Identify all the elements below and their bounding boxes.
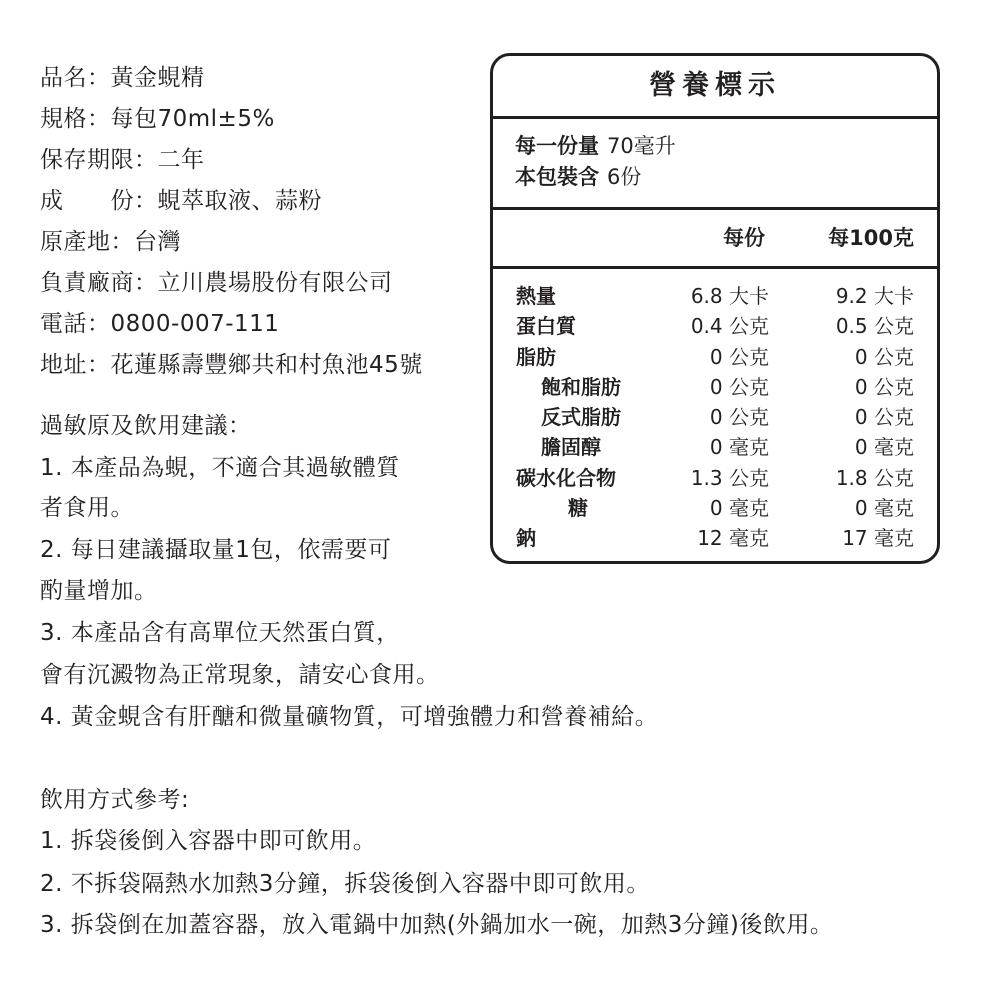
nutrient-per-100: 0 公克 xyxy=(854,374,914,399)
nutrient-rows xyxy=(493,269,937,554)
servings-per-package-row xyxy=(515,162,937,193)
nutrient-per-100: 0 毫克 xyxy=(854,496,914,521)
nutrient-per-100: 1.8 公克 xyxy=(835,465,914,490)
allergy-line: 者食用。 xyxy=(40,495,134,521)
nutrient-per-serving: 12 毫克 xyxy=(697,526,769,551)
col-per-serving-header: 每份 xyxy=(723,226,765,250)
allergy-line: 4. 黃金蜆含有肝醣和微量礦物質，可增強體力和營養補給。 xyxy=(40,704,659,730)
nutrition-facts-table xyxy=(490,53,940,564)
nutrient-per-100: 0 公克 xyxy=(854,405,914,430)
phone: 電話：0800-007-111 xyxy=(40,311,280,337)
nutrient-per-100: 17 毫克 xyxy=(842,526,914,551)
nutrient-row xyxy=(493,372,937,402)
nutrient-per-serving: 0 毫克 xyxy=(709,496,769,521)
serving-info xyxy=(493,119,937,207)
shelf-life: 保存期限：二年 xyxy=(40,147,205,173)
nutrient-row xyxy=(493,281,937,311)
nutrient-per-serving: 0 公克 xyxy=(709,374,769,399)
nutrient-row xyxy=(493,523,937,553)
nutrient-row xyxy=(493,311,937,341)
nutrient-row xyxy=(493,432,937,462)
nutrient-per-serving: 1.3 公克 xyxy=(690,465,769,490)
nutrient-per-100: 9.2 大卡 xyxy=(835,284,914,308)
manufacturer: 負責廠商：立川農場股份有限公司 xyxy=(40,270,393,296)
nutrient-per-100: 0.5 公克 xyxy=(835,314,914,339)
nutrition-title: 營養標示 xyxy=(649,70,781,101)
servings-per-package-value: 6份 xyxy=(607,165,642,189)
nutrient-per-100: 0 公克 xyxy=(854,344,914,369)
allergy-heading: 過敏原及飲用建議： xyxy=(40,413,252,439)
nutrient-row xyxy=(493,493,937,523)
product-info xyxy=(40,58,423,386)
servings-per-package-label: 本包裝含 xyxy=(515,165,599,189)
address: 地址：花蓮縣壽豐鄉共和村魚池45號 xyxy=(40,352,423,378)
nutrient-row xyxy=(493,402,937,432)
serving-size-value: 70毫升 xyxy=(607,134,676,158)
allergy-line: 會有沉澱物為正常現象，請安心食用。 xyxy=(40,662,440,688)
nutrient-name: 反式脂肪 xyxy=(541,405,621,430)
nutrient-per-serving: 0 毫克 xyxy=(709,435,769,460)
nutrient-name: 鈉 xyxy=(516,526,536,551)
allergy-line: 3. 本產品含有高單位天然蛋白質， xyxy=(40,620,400,646)
usage-heading: 飲用方式參考: xyxy=(40,787,190,813)
origin: 原產地：台灣 xyxy=(40,229,181,255)
product-name: 品名：黃金蜆精 xyxy=(40,65,205,91)
nutrient-name: 糖 xyxy=(568,496,588,521)
allergy-line: 酌量增加。 xyxy=(40,578,158,604)
nutrient-name: 熱量 xyxy=(516,284,556,308)
nutrient-name: 膽固醇 xyxy=(541,435,601,460)
nutrient-row xyxy=(493,342,937,372)
col-per-100-header: 每100克 xyxy=(828,226,914,250)
usage-line: 1. 拆袋後倒入容器中即可飲用。 xyxy=(40,828,377,854)
nutrient-per-100: 0 毫克 xyxy=(854,435,914,460)
ingredients: 成 份：蜆萃取液、蒜粉 xyxy=(40,188,322,214)
serving-size-label: 每一份量 xyxy=(515,134,599,158)
usage-line: 2. 不拆袋隔熱水加熱3分鐘，拆袋後倒入容器中即可飲用。 xyxy=(40,871,650,897)
nutrient-name: 飽和脂肪 xyxy=(541,374,621,399)
nutrient-per-serving: 0 公克 xyxy=(709,344,769,369)
nutrient-row xyxy=(493,463,937,493)
allergy-line: 2. 每日建議攝取量1包，依需要可 xyxy=(40,537,392,563)
nutrient-per-serving: 0 公克 xyxy=(709,405,769,430)
usage-line: 3. 拆袋倒在加蓋容器，放入電鍋中加熱(外鍋加水一碗，加熱3分鐘)後飲用。 xyxy=(40,912,834,938)
nutrient-per-serving: 6.8 大卡 xyxy=(690,284,769,308)
nutrient-name: 蛋白質 xyxy=(516,314,576,339)
serving-size-row xyxy=(515,131,937,162)
nutrient-per-serving: 0.4 公克 xyxy=(690,314,769,339)
nutrient-name: 碳水化合物 xyxy=(516,465,616,490)
allergy-line: 1. 本產品為蜆，不適合其過敏體質 xyxy=(40,455,400,481)
product-spec: 規格：每包70ml±5% xyxy=(40,106,275,132)
nutrient-name: 脂肪 xyxy=(516,344,556,369)
column-headers xyxy=(493,210,937,266)
